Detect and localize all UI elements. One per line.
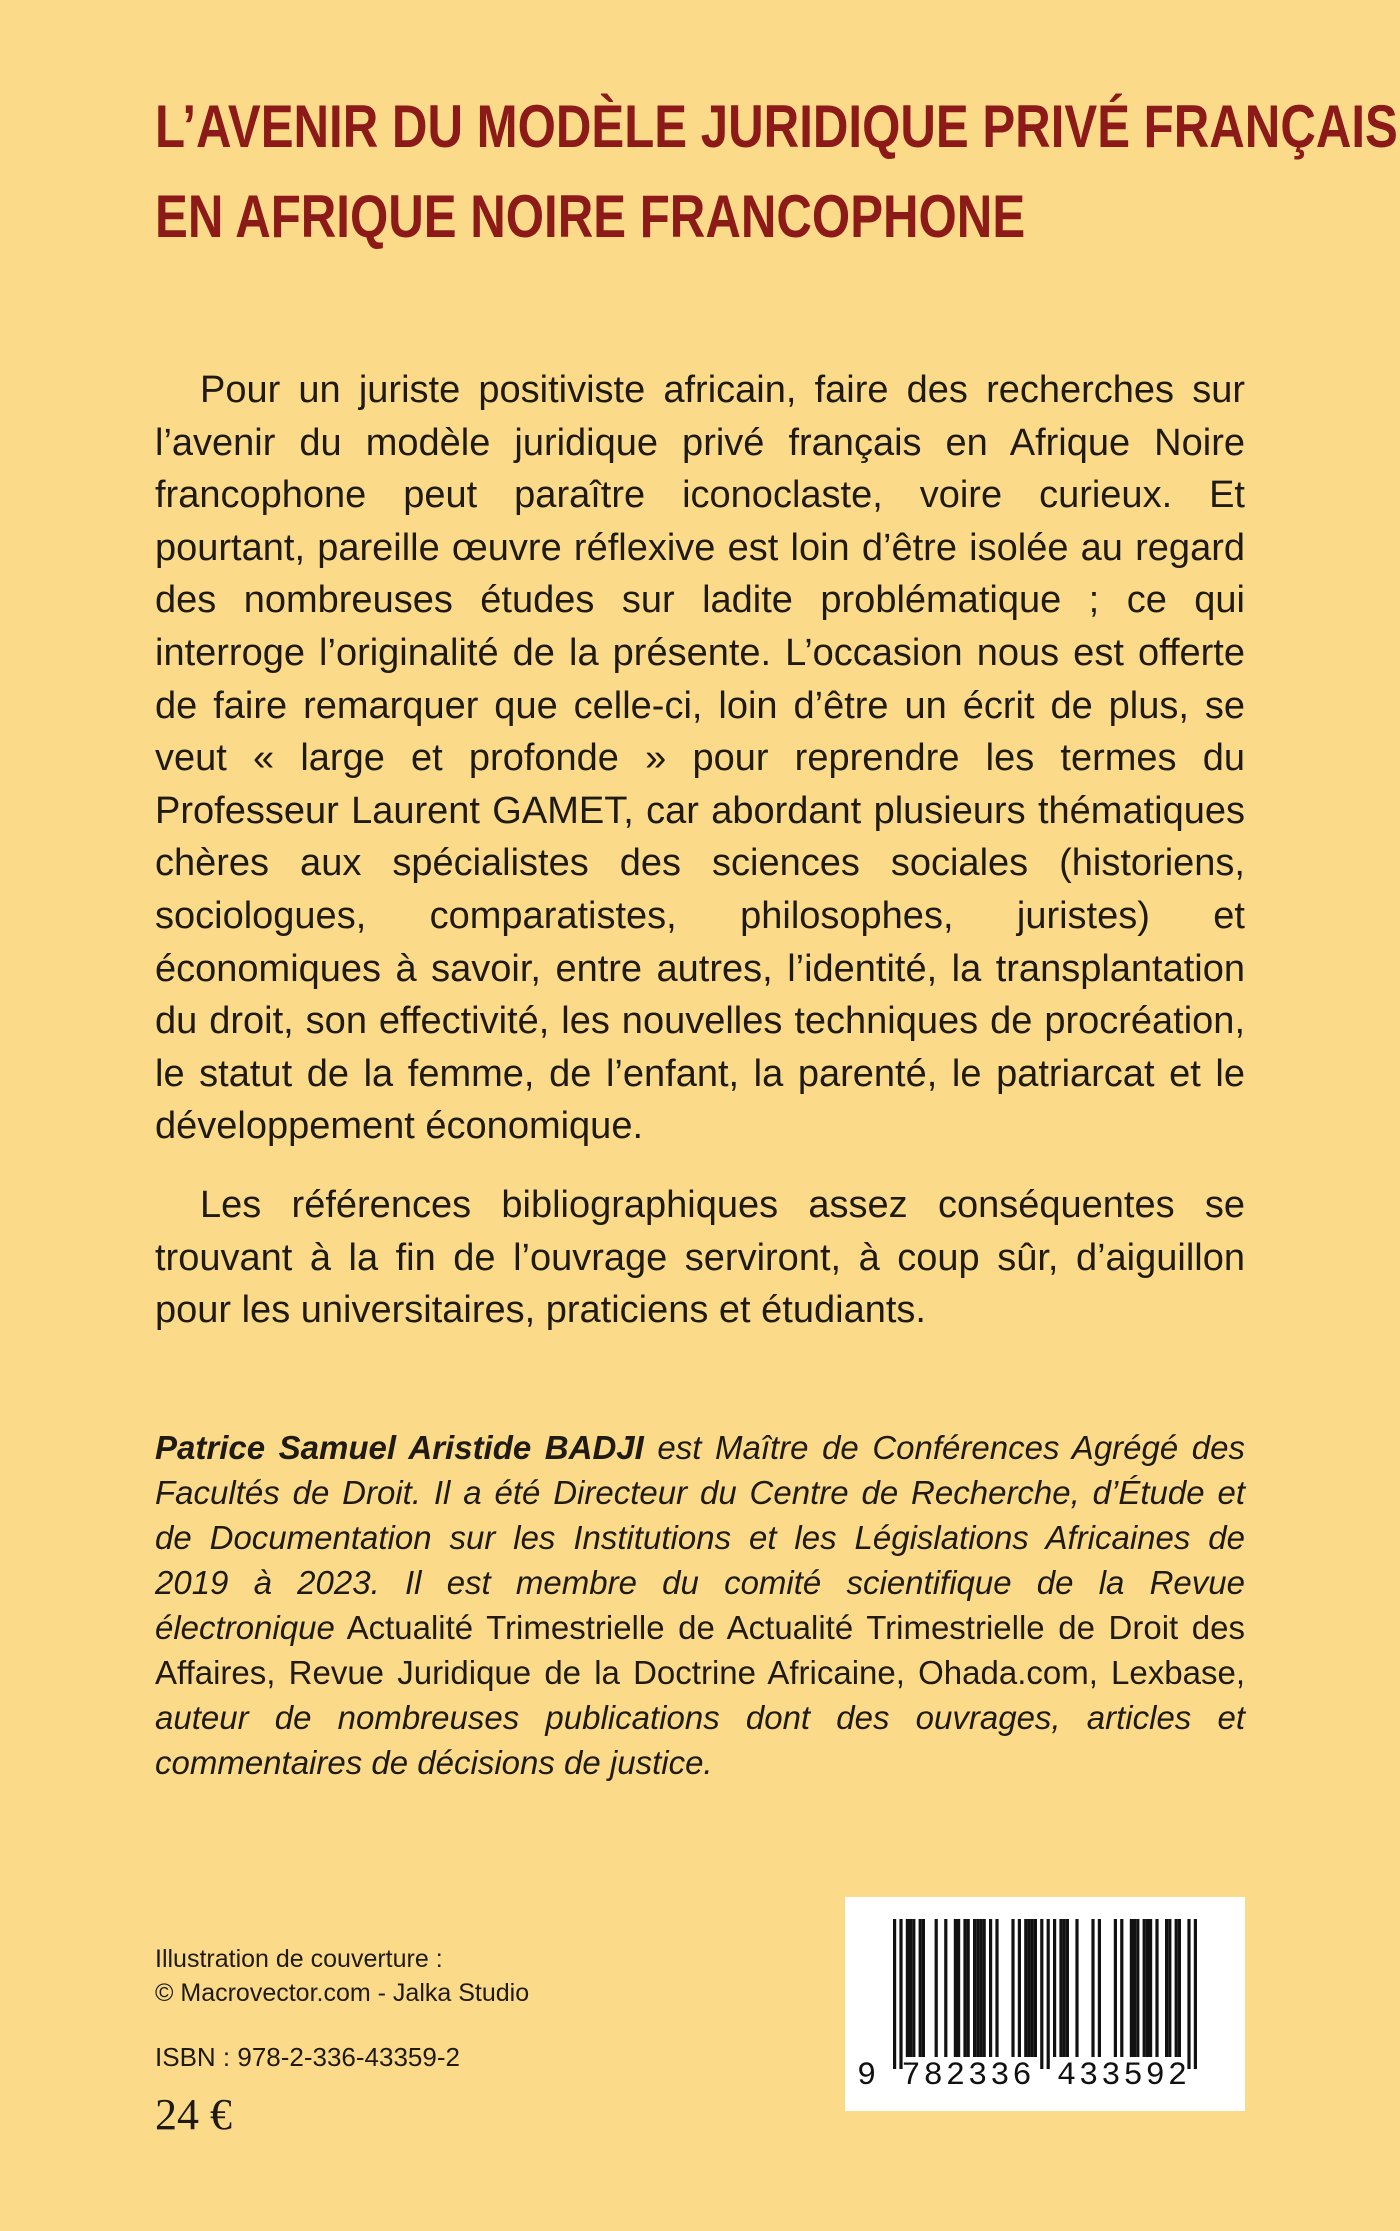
barcode-bar: [1178, 1919, 1181, 2057]
credits-line-2: © Macrovector.com - Jalka Studio: [155, 1979, 530, 2007]
barcode-bar: [1136, 1919, 1139, 2057]
price: 24 €: [155, 2090, 232, 2139]
barcode-bar: [1063, 1919, 1066, 2057]
barcode-bar: [957, 1919, 960, 2057]
barcode-bar: [1066, 1919, 1069, 2057]
author-bio: [155, 1425, 1245, 1785]
barcode-bar: [979, 1919, 982, 2057]
barcode-bar: [1011, 1919, 1014, 2057]
barcode-bar: [973, 1919, 976, 2057]
barcode-bar: [989, 1919, 992, 2057]
barcode-bar: [1053, 1919, 1056, 2057]
barcode-bar: [1143, 1919, 1146, 2057]
barcode: [845, 1897, 1245, 2111]
barcode-digits: 9 782336 433592: [857, 2057, 1191, 2094]
author-bio-roman: Actualité Trimestrielle de Actualité Trimestrielle de Droit des Affaires, Revue Juridique de la Doctrine Africaine, Ohada.com, Lexbase,: [155, 1609, 1245, 1691]
barcode-bar: [1031, 1919, 1034, 2057]
author-bio-italic-1: est Maître de Conférences Agrégé des Facultés de Droit. Il a été Directeur du Centre de Recherche, d’Étude et de Documentation sur les Institutions et les Législations Africaines de 2019 à 2023. Il est membre du comité scientifique de la Revue électronique: [155, 1429, 1245, 1646]
barcode-bar: [1120, 1919, 1123, 2057]
barcode-bar: [893, 1919, 896, 2069]
barcode-bar: [1040, 1919, 1043, 2069]
barcode-bar: [922, 1919, 925, 2057]
author-bio-italic-2: auteur de nombreuses publications dont des ouvrages, articles et commentaires de décisions de justice.: [155, 1699, 1245, 1781]
barcode-bar: [1059, 1919, 1062, 2057]
barcode-bar: [1175, 1919, 1178, 2057]
barcode-bar: [976, 1919, 979, 2057]
barcode-bar: [963, 1919, 966, 2057]
barcode-bar: [906, 1919, 909, 2057]
barcode-bar: [1133, 1919, 1136, 2057]
barcode-bar: [1165, 1919, 1168, 2057]
book-title-line-2: EN AFRIQUE NOIRE FRANCOPHONE: [155, 183, 1026, 250]
isbn: ISBN : 978-2-336-43359-2: [155, 2042, 460, 2072]
barcode-bar: [912, 1919, 915, 2057]
barcode-bar: [967, 1919, 970, 2057]
barcode-bar: [1114, 1919, 1117, 2057]
summary-paragraph-2: Les références bibliographiques assez conséquentes se trouvant à la fin de l’ouvrage serviront, à coup sûr, d’aiguillon pour les universitaires, praticiens et étudiants.: [155, 1183, 1245, 1332]
barcode-bar: [1149, 1919, 1152, 2057]
barcode-bar: [1146, 1919, 1149, 2057]
barcode-bar: [1091, 1919, 1094, 2057]
book-title: [155, 82, 1398, 262]
barcode-bar: [1187, 1919, 1190, 2069]
barcode-bar: [919, 1919, 922, 2057]
book-summary: [155, 364, 1245, 1337]
barcode-bar: [1034, 1919, 1037, 2057]
barcode-bar: [1018, 1919, 1021, 2057]
author-name: Patrice Samuel Aristide BADJI: [155, 1429, 644, 1466]
barcode-bar: [909, 1919, 912, 2057]
credits-line-1: Illustration de couverture :: [155, 1945, 443, 1973]
barcode-bar: [1130, 1919, 1133, 2057]
barcode-bar: [1098, 1919, 1101, 2057]
barcode-bar: [983, 1919, 986, 2057]
barcode-bar: [1075, 1919, 1078, 2057]
barcode-bar: [899, 1919, 902, 2069]
summary-paragraph-1: Pour un juriste positiviste africain, faire des recherches sur l’avenir du modèle juridique privé français en Afrique Noire francophone peut paraître iconoclaste, voire curieux. Et pourtant, pareille œuvre réflexive est loin d’être isolée au regard des nombreuses études sur ladite problématique ; ce qui interroge l’originalité de la présente. L’occasion nous est offerte de faire remarquer que celle-ci, loin d’être un écrit de plus, se veut « large et profonde » pour reprendre les termes du Professeur Laurent GAMET, car abordant plusieurs thématiques chères aux spécialistes des sciences sociales (historiens, sociologues, comparatistes, philosophes, juristes) et économiques à savoir, entre autres, l’identité, la transplantation du droit, son effectivité, les nouvelles techniques de procréation, le statut de la femme, de l’enfant, la parenté, le patriarcat et le développement économique.: [155, 369, 1245, 1148]
barcode-bar: [1168, 1919, 1171, 2057]
barcode-bar: [1155, 1919, 1158, 2057]
barcode-bar: [1194, 1919, 1197, 2069]
cover-credits: [155, 1942, 529, 2010]
barcode-bar: [954, 1919, 957, 2057]
barcode-bar: [935, 1919, 938, 2057]
barcode-bar: [1024, 1919, 1027, 2057]
barcode-bar: [995, 1919, 998, 2057]
barcode-bar: [1047, 1919, 1050, 2069]
barcode-bar: [944, 1919, 947, 2057]
book-title-line-1: L’AVENIR DU MODÈLE JURIDIQUE PRIVÉ FRANÇAIS: [155, 93, 1398, 160]
barcode-bar: [1027, 1919, 1030, 2057]
